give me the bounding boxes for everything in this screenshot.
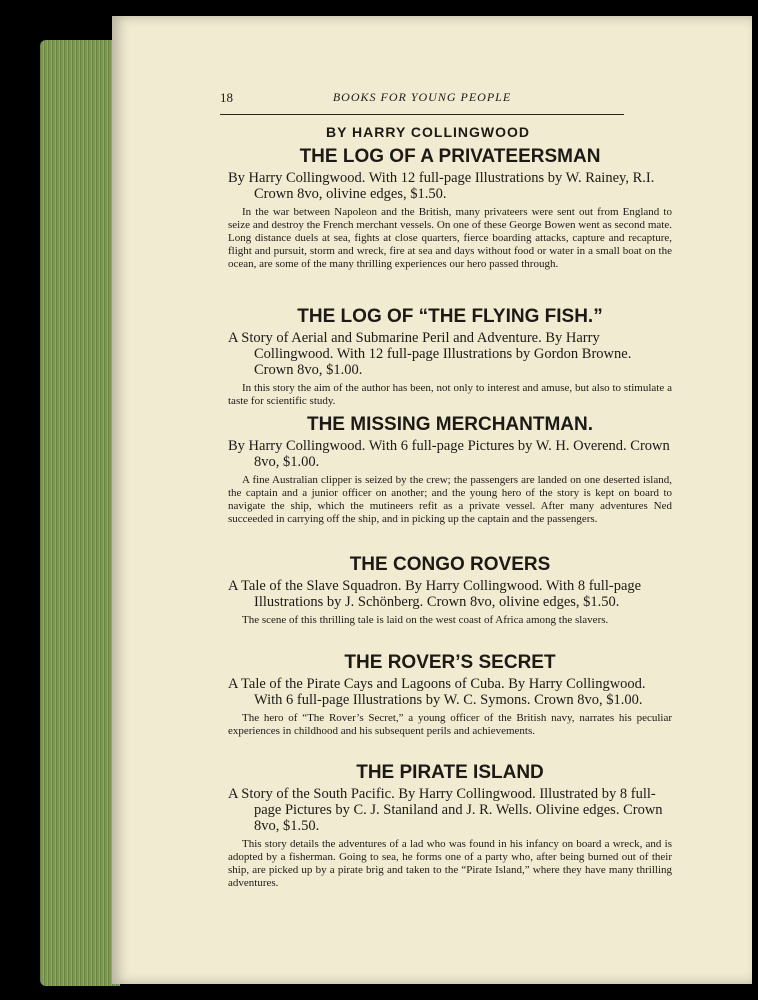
book-entry [228, 652, 672, 738]
book-entry [228, 762, 672, 890]
book-page [112, 16, 752, 984]
book-title: THE MISSING MERCHANTMAN. [306, 414, 594, 435]
book-description: A Story of Aerial and Submarine Peril and Adventure. By Harry Collingwood. With 12 full-page Illustrations by Gordon Browne. Crown 8vo, $1.00. [228, 330, 632, 378]
book-title: THE LOG OF “THE FLYING FISH.” [297, 306, 603, 327]
author-heading: BY HARRY COLLINGWOOD [325, 124, 531, 140]
book-title: THE CONGO ROVERS [349, 554, 551, 575]
book-entry [228, 554, 672, 627]
book-entry [228, 414, 672, 526]
book-blurb: In the war between Napoleon and the British, many privateers were sent out from England to seize and destroy the French merchant vessels. On one of these George Bowen went as second mate. Long distance duels at sea, fights at close quarters, fierce boarding attacks, capture and recapture, flight and pursuit, storm and wreck, fire at sea and days without food or water in a small boat on the ocean, are some of the many thrilling experiences our hero passed through. [228, 206, 672, 270]
book-title: THE ROVER’S SECRET [344, 652, 556, 673]
page-header [220, 90, 624, 115]
running-head: BOOKS FOR YOUNG PEOPLE [332, 90, 512, 104]
book-entry [228, 306, 672, 408]
book-blurb: The hero of “The Rover’s Secret,” a young officer of the British navy, narrates his peculiar experiences in childhood and his subsequent perils and achievements. [228, 712, 672, 737]
book-blurb: This story details the adventures of a lad who was found in his infancy on board a wreck, and is adopted by a fisherman. Going to sea, he forms one of a party who, after being burned out of their ship, are picked up by a pirate brig and taken to the “Pirate Island,” where they have many thrilling adventures. [228, 838, 672, 889]
book-blurb: A fine Australian clipper is seized by the crew; the passengers are landed on one deserted island, the captain and a junior officer on another; and the young hero of the story is kept on board to navigate the ship, which the mutineers refit as a private vessel. After many adventures Ned succeeded in carrying off the ship, and in picking up the captain and the passengers. [228, 474, 672, 525]
book-blurb: The scene of this thrilling tale is laid on the west coast of Africa among the slavers. [242, 614, 609, 626]
book-entry [228, 146, 672, 271]
book-description: By Harry Collingwood. With 6 full-page Pictures by W. H. Overend. Crown 8vo, $1.00. [228, 438, 670, 470]
book-description: A Tale of the Slave Squadron. By Harry Collingwood. With 8 full-page Illustrations by J. Schönberg. Crown 8vo, olivine edges, $1.50. [228, 578, 642, 610]
book-description: A Tale of the Pirate Cays and Lagoons of Cuba. By Harry Collingwood. With 6 full-page Illustrations by W. C. Symons. Crown 8vo, $1.00. [228, 676, 646, 708]
book-title: THE LOG OF A PRIVATEERSMAN [299, 146, 601, 167]
page-number: 18 [220, 90, 233, 105]
book-title: THE PIRATE ISLAND [356, 762, 544, 783]
book-description: A Story of the South Pacific. By Harry Collingwood. Illustrated by 8 full-page Pictures by C. J. Staniland and J. R. Wells. Olivine edges. Crown 8vo, $1.50. [228, 786, 663, 834]
book-page-edges [40, 40, 120, 986]
book-blurb: In this story the aim of the author has been, not only to interest and amuse, but also to stimulate a taste for scientific study. [228, 382, 672, 407]
book-description: By Harry Collingwood. With 12 full-page Illustrations by W. Rainey, R.I. Crown 8vo, olivine edges, $1.50. [228, 170, 655, 202]
